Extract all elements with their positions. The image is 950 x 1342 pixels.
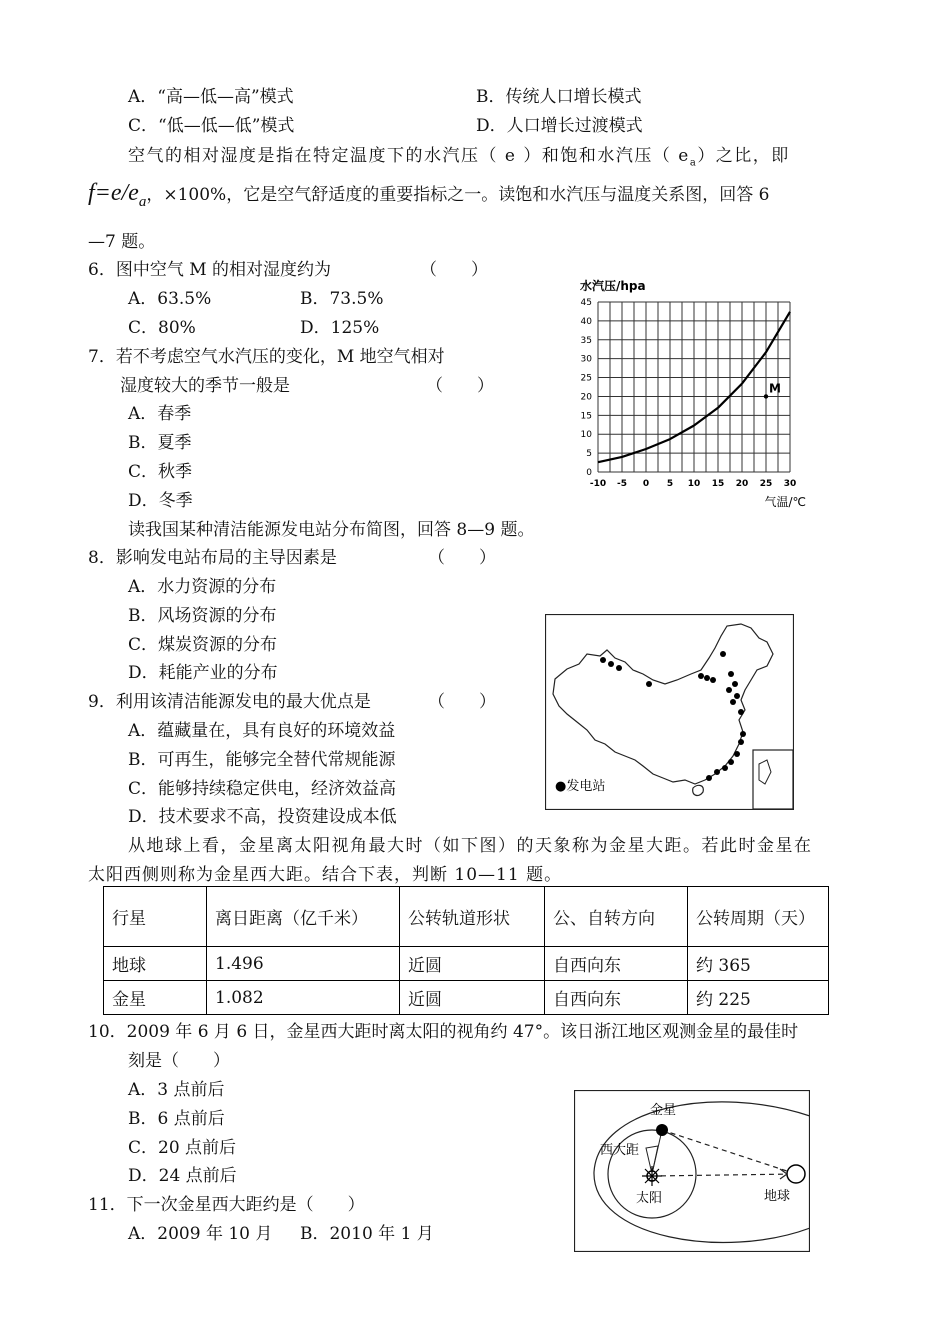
q7-stem-line1: 7．若不考虑空气水汽压的变化，M 地空气相对 bbox=[88, 347, 445, 367]
q10-option-c: C．20 点前后 bbox=[128, 1138, 237, 1158]
y-tick-label: 0 bbox=[586, 468, 592, 478]
q8-paren: （ ） bbox=[428, 548, 496, 568]
x-tick-label: 20 bbox=[735, 479, 749, 489]
q7-option-a: A．春季 bbox=[128, 404, 192, 424]
q8-option-a: A．水力资源的分布 bbox=[128, 577, 277, 597]
label-earth: 地球 bbox=[764, 1189, 791, 1204]
y-tick-label: 25 bbox=[580, 373, 592, 384]
q6-option-c: C．80% bbox=[128, 318, 196, 338]
map-legend: ●发电站 bbox=[555, 779, 606, 794]
q9-option-c: C．能够持续稳定供电，经济效益高 bbox=[128, 779, 397, 799]
q9-stem: 9．利用该清洁能源发电的最大优点是 bbox=[88, 692, 371, 712]
q7-stem-line2: 湿度较大的季节一般是 bbox=[120, 376, 290, 396]
q10-stem-line1: 10．2009 年 6 月 6 日，金星西大距时离太阳的视角约 47°。该日浙江地区观测金星的最佳时 bbox=[88, 1022, 799, 1042]
china-map-svg bbox=[545, 614, 794, 810]
hainan-island bbox=[693, 785, 704, 795]
humidity-formula: $f=e/e_a$ bbox=[88, 180, 147, 210]
y-tick-label: 15 bbox=[580, 411, 592, 422]
station-dot bbox=[720, 651, 726, 657]
y-axis-label: 水汽压/hpa bbox=[580, 279, 646, 293]
y-tick-label: 30 bbox=[580, 354, 592, 365]
q10-option-d: D．24 点前后 bbox=[128, 1166, 237, 1186]
table-header-cell: 公、自转方向 bbox=[545, 887, 688, 947]
y-tick-label: 45 bbox=[580, 298, 592, 308]
q7-paren: （ ） bbox=[426, 376, 494, 396]
venus-intro-line2: 太阳西侧则称为金星西大距。结合下表，判断 10—11 题。 bbox=[88, 865, 563, 885]
x-tick-label: 30 bbox=[783, 479, 797, 489]
venus-icon bbox=[656, 1124, 668, 1136]
humidity-intro-line1: 空气的相对湿度是指在特定温度下的水汽压（ e ）和饱和水汽压（ $e_a$）之比，即 bbox=[128, 146, 790, 169]
table-cell: 1.082 bbox=[207, 981, 400, 1015]
sun-icon bbox=[642, 1166, 662, 1186]
orbit-frame bbox=[575, 1091, 810, 1252]
q6-paren: （ ） bbox=[420, 260, 488, 280]
q7-option-b: B．夏季 bbox=[128, 433, 192, 453]
table-cell: 近圆 bbox=[400, 981, 545, 1015]
y-tick-label: 5 bbox=[586, 449, 592, 460]
station-dot bbox=[740, 731, 746, 737]
table-header-cell: 公转周期（天） bbox=[688, 887, 829, 947]
humidity-intro-line3: —7 题。 bbox=[88, 232, 156, 252]
x-tick-label: 5 bbox=[666, 479, 674, 489]
label-venus: 金星 bbox=[650, 1103, 677, 1118]
table-row bbox=[104, 981, 829, 1015]
venus-orbit-diagram bbox=[574, 1090, 810, 1252]
x-tick-label: -5 bbox=[617, 479, 627, 489]
humidity-formula-line: $f=e/e_a$，×100%，它是空气舒适度的重要指标之一。读饱和水汽压与温度关系图，回答 6 bbox=[88, 180, 770, 210]
q9-option-d: D．技术要求不高，投资建设成本低 bbox=[128, 807, 397, 827]
y-tick-label: 40 bbox=[580, 316, 592, 327]
station-dot bbox=[698, 673, 704, 679]
x-tick-label: 25 bbox=[759, 479, 773, 489]
y-tick-label: 10 bbox=[580, 430, 592, 441]
q8-stem: 8．影响发电站布局的主导因素是 bbox=[88, 548, 337, 568]
q10-option-a: A．3 点前后 bbox=[128, 1080, 225, 1100]
q11-option-b: B．2010 年 1 月 bbox=[300, 1224, 434, 1244]
q11-option-a: A．2009 年 10 月 bbox=[128, 1224, 273, 1244]
vapor-pressure-chart bbox=[562, 276, 822, 512]
q10-option-b: B．6 点前后 bbox=[128, 1109, 225, 1129]
label-sun: 太阳 bbox=[636, 1191, 663, 1206]
station-dot bbox=[730, 699, 736, 705]
table-row bbox=[104, 947, 829, 981]
x-tick-label: 0 bbox=[642, 479, 650, 489]
table-header-cell: 离日距离（亿千米） bbox=[207, 887, 400, 947]
q5-option-a: A．“高—低—高”模式 bbox=[128, 87, 294, 107]
table-cell: 约 365 bbox=[688, 947, 829, 981]
q11-stem: 11．下一次金星西大距约是（ ） bbox=[88, 1195, 365, 1215]
station-dot bbox=[728, 671, 734, 677]
q8-option-d: D．耗能产业的分布 bbox=[128, 663, 278, 683]
y-tick-label: 35 bbox=[580, 335, 592, 346]
x-axis-label: 气温/℃ bbox=[764, 495, 806, 509]
q7-option-d: D．冬季 bbox=[128, 491, 193, 511]
q6-option-b: B．73.5% bbox=[300, 289, 384, 309]
y-tick-label: 20 bbox=[580, 392, 592, 403]
station-dot bbox=[710, 677, 716, 683]
station-dot bbox=[722, 765, 728, 771]
table-cell: 1.496 bbox=[207, 947, 400, 981]
q5-option-b: B．传统人口增长模式 bbox=[476, 87, 642, 107]
table-header-cell: 公转轨道形状 bbox=[400, 887, 545, 947]
table-cell: 地球 bbox=[104, 947, 207, 981]
q10-stem-line2: 刻是（ ） bbox=[128, 1051, 230, 1071]
station-dot bbox=[738, 709, 744, 715]
table-cell: 约 225 bbox=[688, 981, 829, 1015]
q5-option-c: C．“低—低—低”模式 bbox=[128, 116, 295, 136]
table-cell: 金星 bbox=[104, 981, 207, 1015]
q9-option-b: B．可再生，能够完全替代常规能源 bbox=[128, 750, 396, 770]
table-cell: 自西向东 bbox=[545, 947, 688, 981]
table-header-row bbox=[104, 887, 829, 947]
energy-intro: 读我国某种清洁能源发电站分布简图，回答 8—9 题。 bbox=[128, 520, 535, 540]
station-dot bbox=[738, 739, 744, 745]
station-dot bbox=[714, 769, 720, 775]
earth-icon bbox=[787, 1165, 805, 1183]
station-dot bbox=[706, 775, 712, 781]
q6-option-d: D．125% bbox=[300, 318, 380, 338]
station-dot bbox=[600, 657, 606, 663]
planet-table bbox=[103, 886, 829, 1015]
station-dot bbox=[726, 687, 732, 693]
station-dot bbox=[704, 675, 710, 681]
vapor-pressure-chart-svg bbox=[562, 276, 822, 512]
q7-option-c: C．秋季 bbox=[128, 462, 193, 482]
x-tick-label: 10 bbox=[687, 479, 701, 489]
venus-intro-line1: 从地球上看，金星离太阳视角最大时（如下图）的天象称为金星大距。若此时金星在 bbox=[128, 836, 813, 856]
q8-option-b: B．风场资源的分布 bbox=[128, 606, 277, 626]
station-dot bbox=[646, 681, 652, 687]
q9-paren: （ ） bbox=[428, 692, 496, 712]
q6-stem: 6．图中空气 M 的相对湿度约为 bbox=[88, 260, 332, 280]
q6-option-a: A．63.5% bbox=[128, 289, 212, 309]
station-dot bbox=[728, 759, 734, 765]
power-station-map bbox=[545, 614, 794, 810]
station-dot bbox=[616, 665, 622, 671]
station-dot bbox=[608, 661, 614, 667]
x-tick-label: 15 bbox=[711, 479, 725, 489]
orbit-svg bbox=[574, 1090, 810, 1252]
point-m-marker bbox=[764, 394, 768, 398]
point-m-label: M bbox=[769, 381, 781, 396]
table-header-cell: 行星 bbox=[104, 887, 207, 947]
station-dot bbox=[734, 751, 740, 757]
station-dot bbox=[732, 681, 738, 687]
label-west-elongation: 西大距 bbox=[600, 1143, 640, 1158]
q8-option-c: C．煤炭资源的分布 bbox=[128, 635, 278, 655]
q5-option-d: D．人口增长过渡模式 bbox=[476, 116, 643, 136]
table-cell: 近圆 bbox=[400, 947, 545, 981]
x-tick-label: -10 bbox=[589, 479, 607, 489]
station-dot bbox=[734, 693, 740, 699]
q9-option-a: A．蕴藏量在，具有良好的环境效益 bbox=[128, 721, 396, 741]
table-cell: 自西向东 bbox=[545, 981, 688, 1015]
